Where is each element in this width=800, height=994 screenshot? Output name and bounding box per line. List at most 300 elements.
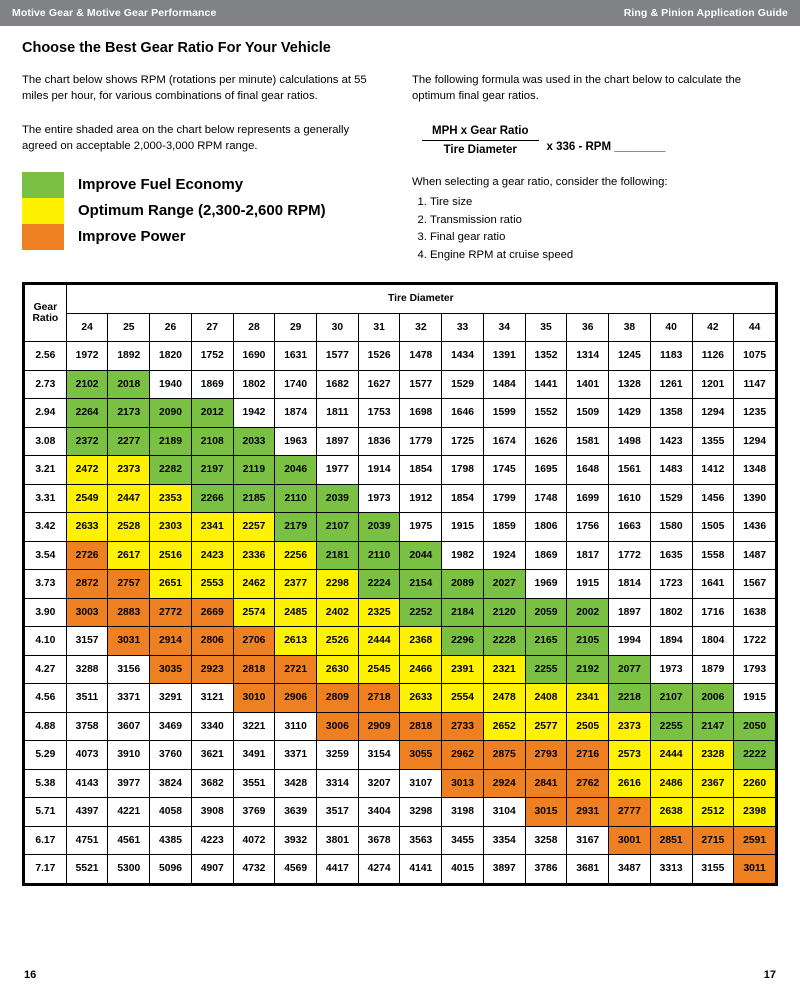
rpm-cell: 4732 [233, 855, 275, 884]
rpm-cell: 2512 [692, 798, 734, 827]
rpm-cell: 2706 [233, 627, 275, 656]
rpm-cell: 1478 [400, 342, 442, 371]
rpm-cell: 2553 [191, 570, 233, 599]
legend-label-green: Improve Fuel Economy [78, 175, 244, 193]
rpm-cell: 2255 [650, 712, 692, 741]
rpm-cell: 1487 [734, 541, 776, 570]
rpm-cell: 4221 [108, 798, 150, 827]
gear-ratio-table [24, 284, 776, 884]
rpm-cell: 2408 [525, 684, 567, 713]
rpm-cell: 2444 [358, 627, 400, 656]
rpm-cell: 2545 [358, 655, 400, 684]
rpm-cell: 2018 [108, 370, 150, 399]
rpm-cell: 3551 [233, 769, 275, 798]
rpm-cell: 2633 [400, 684, 442, 713]
rpm-cell: 2012 [191, 399, 233, 428]
rpm-cell: 2264 [66, 399, 108, 428]
rpm-cell: 2222 [734, 741, 776, 770]
rpm-cell: 3011 [734, 855, 776, 884]
rpm-cell: 2102 [66, 370, 108, 399]
rpm-cell: 3932 [275, 826, 317, 855]
gear-ratio-cell: 2.94 [25, 399, 67, 428]
rpm-cell: 1484 [483, 370, 525, 399]
rpm-cell: 2154 [400, 570, 442, 599]
rpm-cell: 2321 [483, 655, 525, 684]
rpm-cell: 3003 [66, 598, 108, 627]
rpm-cell: 1635 [650, 541, 692, 570]
rpm-cell: 1401 [567, 370, 609, 399]
gear-ratio-cell: 6.17 [25, 826, 67, 855]
consideration-item: 1. Tire size [430, 194, 768, 212]
table-head [25, 285, 776, 342]
rpm-cell: 2120 [483, 598, 525, 627]
rpm-cell: 3487 [609, 855, 651, 884]
table-row [25, 427, 776, 456]
rpm-cell: 2633 [66, 513, 108, 542]
rpm-cell: 2549 [66, 484, 108, 513]
rpm-cell: 2044 [400, 541, 442, 570]
rpm-cell: 3258 [525, 826, 567, 855]
rpm-cell: 1869 [191, 370, 233, 399]
rpm-cell: 2255 [525, 655, 567, 684]
footer-page-right: 17 [763, 969, 776, 981]
intro-paragraph-1: The chart below shows RPM (rotations per minute) calculations at 55 miles per hour, for various combinations of final gear ratios. [22, 74, 367, 103]
rpm-cell: 2391 [442, 655, 484, 684]
rpm-cell: 3371 [275, 741, 317, 770]
rpm-cell: 2006 [692, 684, 734, 713]
rpm-cell: 1912 [400, 484, 442, 513]
gear-ratio-cell: 3.90 [25, 598, 67, 627]
rpm-cell: 3908 [191, 798, 233, 827]
rpm-cell: 2777 [609, 798, 651, 827]
gear-ratio-corner-header [25, 285, 67, 342]
tire-diameter-col-header: 28 [233, 313, 275, 342]
rpm-cell: 2181 [317, 541, 359, 570]
rpm-cell: 1505 [692, 513, 734, 542]
rpm-cell: 1682 [317, 370, 359, 399]
legend-swatch-orange [22, 224, 64, 250]
rpm-cell: 1577 [400, 370, 442, 399]
rpm-cell: 3682 [191, 769, 233, 798]
rpm-cell: 2192 [567, 655, 609, 684]
tire-diameter-col-header: 36 [567, 313, 609, 342]
gear-ratio-cell: 4.10 [25, 627, 67, 656]
legend-label-yellow: Optimum Range (2,300-2,600 RPM) [78, 201, 326, 219]
legend-item-green [22, 172, 374, 198]
rpm-cell: 3107 [400, 769, 442, 798]
gear-ratio-cell: 5.71 [25, 798, 67, 827]
rpm-cell: 3491 [233, 741, 275, 770]
considerations-list [412, 194, 768, 264]
rpm-cell: 1973 [358, 484, 400, 513]
rpm-cell: 3786 [525, 855, 567, 884]
rpm-cell: 2108 [191, 427, 233, 456]
formula-intro-paragraph: The following formula was used in the chart below to calculate the optimum final gear ratios. [412, 74, 742, 103]
table-row [25, 513, 776, 542]
formula-fraction [422, 125, 539, 156]
rpm-cell: 3639 [275, 798, 317, 827]
rpm-cell: 2341 [567, 684, 609, 713]
rpm-cell: 1977 [317, 456, 359, 485]
rpm-cell: 1820 [150, 342, 192, 371]
rpm-cell: 1804 [692, 627, 734, 656]
rpm-cell: 2638 [650, 798, 692, 827]
formula-tail: x 336 - RPM ________ [546, 141, 666, 154]
table-row [25, 484, 776, 513]
gear-ratio-cell: 5.38 [25, 769, 67, 798]
gear-ratio-cell: 4.27 [25, 655, 67, 684]
rpm-cell: 2402 [317, 598, 359, 627]
rpm-cell: 2257 [233, 513, 275, 542]
rpm-cell: 1982 [442, 541, 484, 570]
rpm-cell: 1294 [692, 399, 734, 428]
rpm-cell: 1725 [442, 427, 484, 456]
rpm-cell: 1859 [483, 513, 525, 542]
rpm-formula [422, 125, 768, 156]
rpm-cell: 2398 [734, 798, 776, 827]
rpm-cell: 2486 [650, 769, 692, 798]
rpm-cell: 4072 [233, 826, 275, 855]
rpm-cell: 2528 [108, 513, 150, 542]
rpm-cell: 1874 [275, 399, 317, 428]
table-row [25, 598, 776, 627]
rpm-cell: 3035 [150, 655, 192, 684]
rpm-cell: 2277 [108, 427, 150, 456]
rpm-cell: 3404 [358, 798, 400, 827]
rpm-cell: 3104 [483, 798, 525, 827]
rpm-cell: 3288 [66, 655, 108, 684]
rpm-cell: 1854 [400, 456, 442, 485]
gear-ratio-cell: 2.56 [25, 342, 67, 371]
rpm-cell: 4058 [150, 798, 192, 827]
rpm-cell: 2472 [66, 456, 108, 485]
rpm-cell: 2110 [275, 484, 317, 513]
table-row [25, 712, 776, 741]
rpm-cell: 2962 [442, 741, 484, 770]
rpm-cell: 1631 [275, 342, 317, 371]
rpm-cell: 2630 [317, 655, 359, 684]
rpm-cell: 2423 [191, 541, 233, 570]
rpm-cell: 2266 [191, 484, 233, 513]
rpm-cell: 1436 [734, 513, 776, 542]
tire-diameter-col-header: 40 [650, 313, 692, 342]
rpm-cell: 1897 [609, 598, 651, 627]
rpm-cell: 1529 [650, 484, 692, 513]
rpm-cell: 1969 [525, 570, 567, 599]
rpm-cell: 3313 [650, 855, 692, 884]
rpm-cell: 1434 [442, 342, 484, 371]
rpm-cell: 2089 [442, 570, 484, 599]
rpm-cell: 1610 [609, 484, 651, 513]
rpm-cell: 2377 [275, 570, 317, 599]
rpm-cell: 2924 [483, 769, 525, 798]
rpm-cell: 2119 [233, 456, 275, 485]
consideration-item: 3. Final gear ratio [430, 229, 768, 247]
tire-diameter-col-header: 26 [150, 313, 192, 342]
rpm-cell: 4073 [66, 741, 108, 770]
rpm-cell: 4015 [442, 855, 484, 884]
rpm-cell: 3298 [400, 798, 442, 827]
rpm-cell: 1429 [609, 399, 651, 428]
rpm-cell: 3897 [483, 855, 525, 884]
rpm-cell: 2256 [275, 541, 317, 570]
rpm-cell: 2616 [609, 769, 651, 798]
rpm-cell: 2185 [233, 484, 275, 513]
rpm-cell: 1897 [317, 427, 359, 456]
rpm-cell: 1423 [650, 427, 692, 456]
tire-diameter-col-header: 35 [525, 313, 567, 342]
rpm-cell: 3563 [400, 826, 442, 855]
rpm-cell: 2883 [108, 598, 150, 627]
rpm-cell: 1806 [525, 513, 567, 542]
rpm-cell: 1723 [650, 570, 692, 599]
rpm-cell: 3681 [567, 855, 609, 884]
rpm-cell: 3354 [483, 826, 525, 855]
rpm-cell: 4274 [358, 855, 400, 884]
rpm-cell: 1963 [275, 427, 317, 456]
rpm-cell: 3621 [191, 741, 233, 770]
rpm-cell: 2716 [567, 741, 609, 770]
rpm-cell: 2669 [191, 598, 233, 627]
rpm-cell: 2372 [66, 427, 108, 456]
footer-page-left: 16 [24, 969, 37, 981]
rpm-cell: 3055 [400, 741, 442, 770]
rpm-cell: 2179 [275, 513, 317, 542]
rpm-cell: 1390 [734, 484, 776, 513]
rpm-cell: 1183 [650, 342, 692, 371]
rpm-cell: 4385 [150, 826, 192, 855]
rpm-cell: 1854 [442, 484, 484, 513]
rpm-cell: 1646 [442, 399, 484, 428]
table-title-row [25, 285, 776, 314]
tire-diameter-col-header: 38 [609, 313, 651, 342]
rpm-cell: 2577 [525, 712, 567, 741]
rpm-cell: 1294 [734, 427, 776, 456]
page-footer [0, 956, 800, 994]
rpm-cell: 1348 [734, 456, 776, 485]
table-row [25, 855, 776, 884]
rpm-cell: 2526 [317, 627, 359, 656]
gear-ratio-cell: 7.17 [25, 855, 67, 884]
rpm-cell: 3167 [567, 826, 609, 855]
corner-label-line1: Gear [33, 302, 58, 314]
rpm-cell: 1567 [734, 570, 776, 599]
considerations-intro: When selecting a gear ratio, consider the following: [412, 175, 668, 188]
tire-diameter-col-header: 33 [442, 313, 484, 342]
rpm-cell: 2462 [233, 570, 275, 599]
rpm-cell: 2516 [150, 541, 192, 570]
rpm-cell: 1772 [609, 541, 651, 570]
rpm-cell: 2914 [150, 627, 192, 656]
rpm-cell: 2652 [483, 712, 525, 741]
rpm-cell: 3511 [66, 684, 108, 713]
rpm-cell: 1581 [567, 427, 609, 456]
rpm-cell: 1817 [567, 541, 609, 570]
rpm-cell: 2923 [191, 655, 233, 684]
rpm-cell: 1456 [692, 484, 734, 513]
color-legend [22, 172, 374, 250]
rpm-cell: 3455 [442, 826, 484, 855]
gear-ratio-cell: 2.73 [25, 370, 67, 399]
rpm-cell: 2367 [692, 769, 734, 798]
rpm-cell: 1879 [692, 655, 734, 684]
rpm-cell: 2851 [650, 826, 692, 855]
rpm-cell: 3517 [317, 798, 359, 827]
rpm-cell: 3121 [191, 684, 233, 713]
rpm-cell: 2039 [317, 484, 359, 513]
rpm-cell: 2718 [358, 684, 400, 713]
gear-ratio-cell: 3.21 [25, 456, 67, 485]
gear-ratio-cell: 4.88 [25, 712, 67, 741]
tire-diameter-col-header: 25 [108, 313, 150, 342]
tire-diameter-col-header: 31 [358, 313, 400, 342]
rpm-cell: 1836 [358, 427, 400, 456]
rpm-cell: 1975 [400, 513, 442, 542]
tire-diameter-col-header: 44 [734, 313, 776, 342]
rpm-cell: 1663 [609, 513, 651, 542]
rpm-cell: 3013 [442, 769, 484, 798]
rpm-cell: 2757 [108, 570, 150, 599]
rpm-cell: 3221 [233, 712, 275, 741]
consideration-item: 4. Engine RPM at cruise speed [430, 247, 768, 265]
rpm-cell: 5300 [108, 855, 150, 884]
rpm-cell: 1201 [692, 370, 734, 399]
rpm-cell: 1869 [525, 541, 567, 570]
rpm-cell: 2298 [317, 570, 359, 599]
rpm-cell: 4751 [66, 826, 108, 855]
rpm-cell: 3291 [150, 684, 192, 713]
rpm-cell: 1811 [317, 399, 359, 428]
rpm-cell: 2184 [442, 598, 484, 627]
rpm-cell: 2617 [108, 541, 150, 570]
rpm-cell: 1690 [233, 342, 275, 371]
page-header [0, 0, 800, 26]
rpm-cell: 1352 [525, 342, 567, 371]
rpm-cell: 1942 [233, 399, 275, 428]
rpm-cell: 2296 [442, 627, 484, 656]
gear-ratio-cell: 4.56 [25, 684, 67, 713]
rpm-cell: 2554 [442, 684, 484, 713]
rpm-cell: 2793 [525, 741, 567, 770]
rpm-cell: 2328 [692, 741, 734, 770]
gear-ratio-cell: 3.73 [25, 570, 67, 599]
rpm-cell: 2336 [233, 541, 275, 570]
tire-diameter-col-header: 30 [317, 313, 359, 342]
table-row [25, 570, 776, 599]
rpm-cell: 2224 [358, 570, 400, 599]
rpm-cell: 2090 [150, 399, 192, 428]
rpm-cell: 3110 [275, 712, 317, 741]
rpm-cell: 2353 [150, 484, 192, 513]
legend-swatch-green [22, 172, 64, 198]
rpm-cell: 3006 [317, 712, 359, 741]
rpm-cell: 2303 [150, 513, 192, 542]
rpm-cell: 4569 [275, 855, 317, 884]
rpm-cell: 5521 [66, 855, 108, 884]
rpm-cell: 2466 [400, 655, 442, 684]
rpm-cell: 1915 [442, 513, 484, 542]
rpm-cell: 4143 [66, 769, 108, 798]
two-column-layout [22, 72, 778, 264]
rpm-cell: 1561 [609, 456, 651, 485]
table-body [25, 342, 776, 884]
rpm-cell: 1529 [442, 370, 484, 399]
rpm-cell: 2197 [191, 456, 233, 485]
rpm-cell: 2046 [275, 456, 317, 485]
tire-diameter-col-header: 29 [275, 313, 317, 342]
gear-ratio-cell: 5.29 [25, 741, 67, 770]
rpm-cell: 1756 [567, 513, 609, 542]
rpm-cell: 2715 [692, 826, 734, 855]
rpm-cell: 1638 [734, 598, 776, 627]
table-row [25, 456, 776, 485]
gear-ratio-table-container [22, 282, 778, 886]
rpm-cell: 2733 [442, 712, 484, 741]
rpm-cell: 3259 [317, 741, 359, 770]
rpm-cell: 3314 [317, 769, 359, 798]
rpm-cell: 2077 [609, 655, 651, 684]
rpm-cell: 1580 [650, 513, 692, 542]
rpm-cell: 1328 [609, 370, 651, 399]
rpm-cell: 4397 [66, 798, 108, 827]
rpm-cell: 3340 [191, 712, 233, 741]
rpm-cell: 1627 [358, 370, 400, 399]
rpm-cell: 1641 [692, 570, 734, 599]
rpm-cell: 1261 [650, 370, 692, 399]
rpm-cell: 1648 [567, 456, 609, 485]
rpm-cell: 2573 [609, 741, 651, 770]
rpm-cell: 3824 [150, 769, 192, 798]
rpm-cell: 2809 [317, 684, 359, 713]
table-row [25, 541, 776, 570]
rpm-cell: 2818 [400, 712, 442, 741]
rpm-cell: 2818 [233, 655, 275, 684]
legend-item-yellow [22, 198, 374, 224]
tire-diameter-col-header: 34 [483, 313, 525, 342]
rpm-cell: 1314 [567, 342, 609, 371]
rpm-cell: 2050 [734, 712, 776, 741]
rpm-cell: 3910 [108, 741, 150, 770]
rpm-cell: 3154 [358, 741, 400, 770]
rpm-cell: 4141 [400, 855, 442, 884]
rpm-cell: 2173 [108, 399, 150, 428]
rpm-cell: 2762 [567, 769, 609, 798]
rpm-cell: 2033 [233, 427, 275, 456]
rpm-cell: 4561 [108, 826, 150, 855]
rpm-cell: 2726 [66, 541, 108, 570]
rpm-cell: 1355 [692, 427, 734, 456]
rpm-cell: 1235 [734, 399, 776, 428]
rpm-cell: 1972 [66, 342, 108, 371]
rpm-cell: 3015 [525, 798, 567, 827]
rpm-cell: 1940 [150, 370, 192, 399]
gear-ratio-cell: 3.08 [25, 427, 67, 456]
rpm-cell: 1924 [483, 541, 525, 570]
intro-paragraph-2: The entire shaded area on the chart below represents a generally agreed on acceptable 2,000-3,000 RPM range. [22, 123, 350, 153]
rpm-cell: 2325 [358, 598, 400, 627]
rpm-cell: 1892 [108, 342, 150, 371]
rpm-cell: 2373 [609, 712, 651, 741]
column-header-row [25, 313, 776, 342]
rpm-cell: 2107 [650, 684, 692, 713]
rpm-cell: 1745 [483, 456, 525, 485]
tire-diameter-col-header: 24 [66, 313, 108, 342]
rpm-cell: 2228 [483, 627, 525, 656]
rpm-cell: 1245 [609, 342, 651, 371]
rpm-cell: 1126 [692, 342, 734, 371]
rpm-cell: 1973 [650, 655, 692, 684]
table-row [25, 826, 776, 855]
